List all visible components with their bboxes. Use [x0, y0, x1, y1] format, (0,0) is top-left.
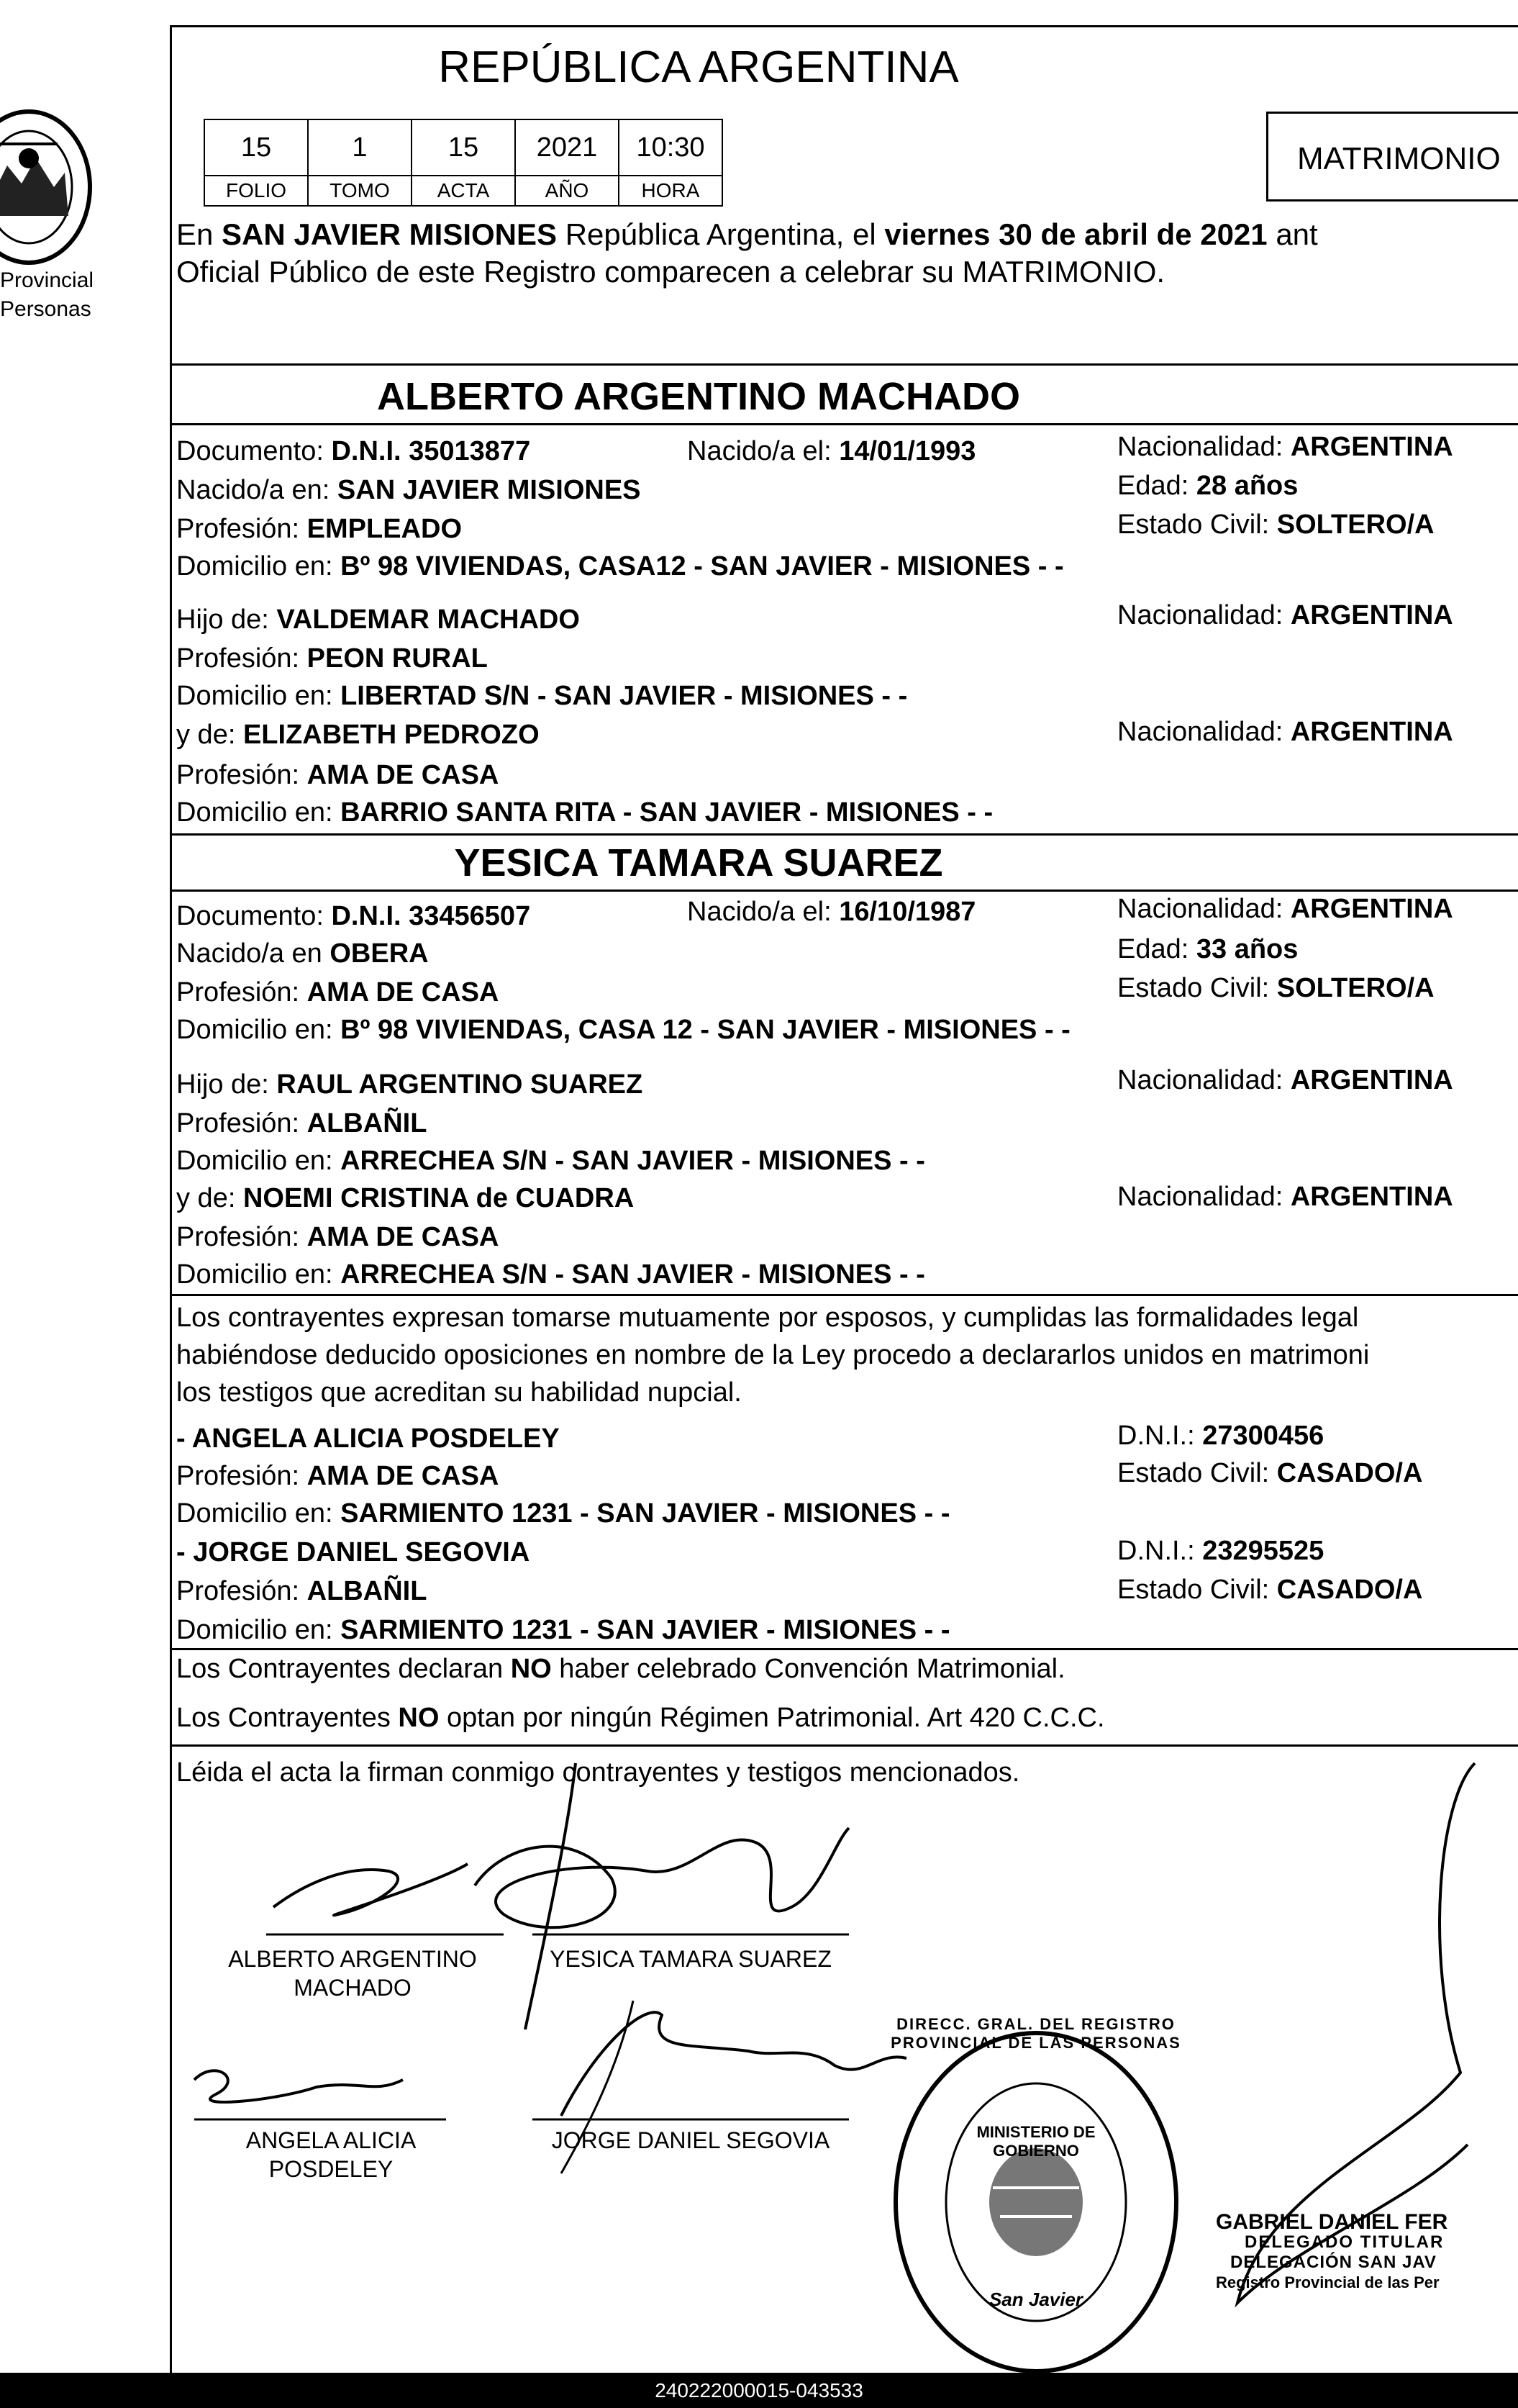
- signature-label-2: YESICA TAMARA SUAREZ: [550, 1946, 832, 1972]
- folio-label: FOLIO: [204, 176, 308, 206]
- witness1-profession: Profesión: AMA DE CASA: [176, 1461, 499, 1491]
- divider-declaration: [170, 1294, 1518, 1296]
- record-type-badge: [1266, 112, 1518, 202]
- anio-label: AÑO: [515, 176, 619, 206]
- spouse1-mother-profession: Profesión: AMA DE CASA: [176, 760, 499, 790]
- witness2-address: Domicilio en: SARMIENTO 1231 - SAN JAVIER - MISIONES - -: [176, 1615, 950, 1645]
- spouse1-address: Domicilio en: Bº 98 VIVIENDAS, CASA12 - SAN JAVIER - MISIONES - -: [176, 551, 1064, 581]
- document-id: 240222000015-043533: [655, 2379, 863, 2402]
- tomo-label: TOMO: [308, 176, 412, 206]
- place: SAN JAVIER MISIONES: [222, 217, 558, 251]
- witness2-profession: Profesión: ALBAÑIL: [176, 1576, 427, 1606]
- spouse2-father: Hijo de: RAUL ARGENTINO SUAREZ: [176, 1069, 643, 1100]
- witness1-name: - ANGELA ALICIA POSDELEY: [176, 1423, 560, 1454]
- spouse2-birthdate: Nacido/a el: 16/10/1987: [687, 897, 976, 927]
- official-office: DELEGACIÓN SAN JAV: [1230, 2253, 1437, 2272]
- spouse1-age: Edad: 28 años: [1117, 471, 1299, 501]
- spouse1-father-address: Domicilio en: LIBERTAD S/N - SAN JAVIER - MISIONES - -: [176, 681, 908, 711]
- intro-line-2: Oficial Público de este Registro comparecen a celebrar su MATRIMONIO.: [176, 255, 1165, 289]
- spouse2-father-profession: Profesión: ALBAÑIL: [176, 1108, 427, 1139]
- spouse1-mother-address: Domicilio en: BARRIO SANTA RITA - SAN JAVIER - MISIONES - -: [176, 797, 994, 828]
- divider-spouse2: [170, 833, 1518, 836]
- divider-spouse1: [170, 423, 1518, 425]
- spouse2-profession: Profesión: AMA DE CASA: [176, 977, 499, 1008]
- witness1-address: Domicilio en: SARMIENTO 1231 - SAN JAVIER - MISIONES - -: [176, 1498, 950, 1529]
- spouse2-mother-nationality: Nacionalidad: ARGENTINA: [1117, 1182, 1453, 1212]
- spouse1-civil-status: Estado Civil: SOLTERO/A: [1117, 510, 1435, 540]
- signature-label-1: ALBERTO ARGENTINO MACHADO: [228, 1946, 477, 2001]
- spouse1-father-profession: Profesión: PEON RURAL: [176, 643, 488, 674]
- spouse1-birthdate: Nacido/a el: 14/01/1993: [687, 436, 976, 466]
- register-table: [204, 119, 723, 207]
- divider-header: [170, 363, 1518, 366]
- signature-label-3: ANGELA ALICIA POSDELEY: [245, 2127, 417, 2182]
- spouse2-mother-profession: Profesión: AMA DE CASA: [176, 1222, 499, 1252]
- spouse2-mother: y de: NOEMI CRISTINA de CUADRA: [176, 1183, 635, 1213]
- seal-inner-text: MINISTERIO DE GOBIERNO: [976, 2123, 1096, 2160]
- signature-label-4: JORGE DANIEL SEGOVIA: [551, 2127, 830, 2153]
- logo-caption-1: Provincial: [0, 268, 94, 292]
- intro-line-1: En SAN JAVIER MISIONES República Argentina, el viernes 30 de abril de 2021 ant: [176, 217, 1318, 251]
- acta-value: 15: [412, 119, 515, 176]
- official-registry: Registro Provincial de las Per: [1216, 2273, 1440, 2291]
- spouse1-mother-nationality: Nacionalidad: ARGENTINA: [1117, 717, 1453, 747]
- witness1-dni: D.N.I.: 27300456: [1117, 1421, 1324, 1451]
- spouse2-birthplace: Nacido/a en OBERA: [176, 938, 429, 969]
- spouse2-nationality: Nacionalidad: ARGENTINA: [1117, 894, 1453, 924]
- spouse2-document: Documento: D.N.I. 33456507: [176, 901, 531, 931]
- official-role: DELEGADO TITULAR: [1245, 2232, 1445, 2252]
- declaration-line-2: habiéndose deducido oposiciones en nombre de la Ley procedo a declararlos unidos en matrimoni: [176, 1340, 1370, 1370]
- province-logo: [0, 58, 101, 273]
- divider-convention: [170, 1648, 1518, 1650]
- tomo-value: 1: [308, 119, 412, 176]
- spouse2-mother-address: Domicilio en: ARRECHEA S/N - SAN JAVIER - MISIONES - -: [176, 1259, 925, 1290]
- spouse1-father-nationality: Nacionalidad: ARGENTINA: [1117, 600, 1453, 630]
- coat-of-arms-icon: [0, 58, 101, 273]
- spouse2-name: YESICA TAMARA SUAREZ: [454, 841, 943, 884]
- official-stamp: [1216, 2212, 1518, 2293]
- reading-statement: Léida el acta la firman conmigo contrayentes y testigos mencionados.: [176, 1757, 1020, 1788]
- acta-label: ACTA: [412, 176, 515, 206]
- official-seal: [885, 2015, 1187, 2375]
- spouse2-address: Domicilio en: Bº 98 VIVIENDAS, CASA 12 - SAN JAVIER - MISIONES - -: [176, 1015, 1071, 1045]
- frame-top: [170, 25, 1518, 27]
- spouse2-father-nationality: Nacionalidad: ARGENTINA: [1117, 1065, 1453, 1095]
- document-id-bar: [0, 2373, 1518, 2408]
- witness2-name: - JORGE DANIEL SEGOVIA: [176, 1537, 530, 1567]
- divider-spouse2-b: [170, 890, 1518, 892]
- logo-caption-2: Personas: [0, 297, 91, 321]
- record-type-label: MATRIMONIO: [1297, 141, 1501, 176]
- anio-value: 2021: [515, 119, 619, 176]
- seal-icon: [885, 2015, 1187, 2375]
- hora-value: 10:30: [619, 119, 722, 176]
- convention-line-1: Los Contrayentes declaran NO haber celebrado Convención Matrimonial.: [176, 1654, 1065, 1684]
- convention-line-2: Los Contrayentes NO optan por ningún Régimen Patrimonial. Art 420 C.C.C.: [176, 1703, 1105, 1733]
- seal-outer-text: DIRECC. GRAL. DEL REGISTRO PROVINCIAL DE LAS PERSONAS: [891, 2015, 1181, 2052]
- page-title: REPÚBLICA ARGENTINA: [438, 42, 959, 92]
- spouse1-name: ALBERTO ARGENTINO MACHADO: [377, 375, 1020, 418]
- witness2-civil-status: Estado Civil: CASADO/A: [1117, 1575, 1423, 1605]
- spouse2-age: Edad: 33 años: [1117, 934, 1299, 964]
- declaration-line-3: los testigos que acreditan su habilidad nupcial.: [176, 1377, 742, 1408]
- witness2-dni: D.N.I.: 23295525: [1117, 1536, 1324, 1566]
- spouse1-document: Documento: D.N.I. 35013877: [176, 436, 531, 466]
- spouse2-civil-status: Estado Civil: SOLTERO/A: [1117, 973, 1435, 1003]
- seal-bottom-text: San Javier: [988, 2289, 1083, 2310]
- official-name: GABRIEL DANIEL FER: [1216, 2210, 1448, 2234]
- spouse1-nationality: Nacionalidad: ARGENTINA: [1117, 432, 1453, 462]
- spouse1-birthplace: Nacido/a en: SAN JAVIER MISIONES: [176, 475, 641, 505]
- spouse1-father: Hijo de: VALDEMAR MACHADO: [176, 605, 580, 635]
- spouse1-mother: y de: ELIZABETH PEDROZO: [176, 720, 540, 750]
- spouse1-profession: Profesión: EMPLEADO: [176, 514, 463, 544]
- witness1-civil-status: Estado Civil: CASADO/A: [1117, 1458, 1423, 1488]
- declaration-line-1: Los contrayentes expresan tomarse mutuamente por esposos, y cumplidas las formalidades legal: [176, 1303, 1359, 1333]
- spouse2-father-address: Domicilio en: ARRECHEA S/N - SAN JAVIER - MISIONES - -: [176, 1146, 925, 1176]
- hora-label: HORA: [619, 176, 722, 206]
- folio-value: 15: [204, 119, 308, 176]
- ceremony-date: viernes 30 de abril de 2021: [884, 217, 1268, 251]
